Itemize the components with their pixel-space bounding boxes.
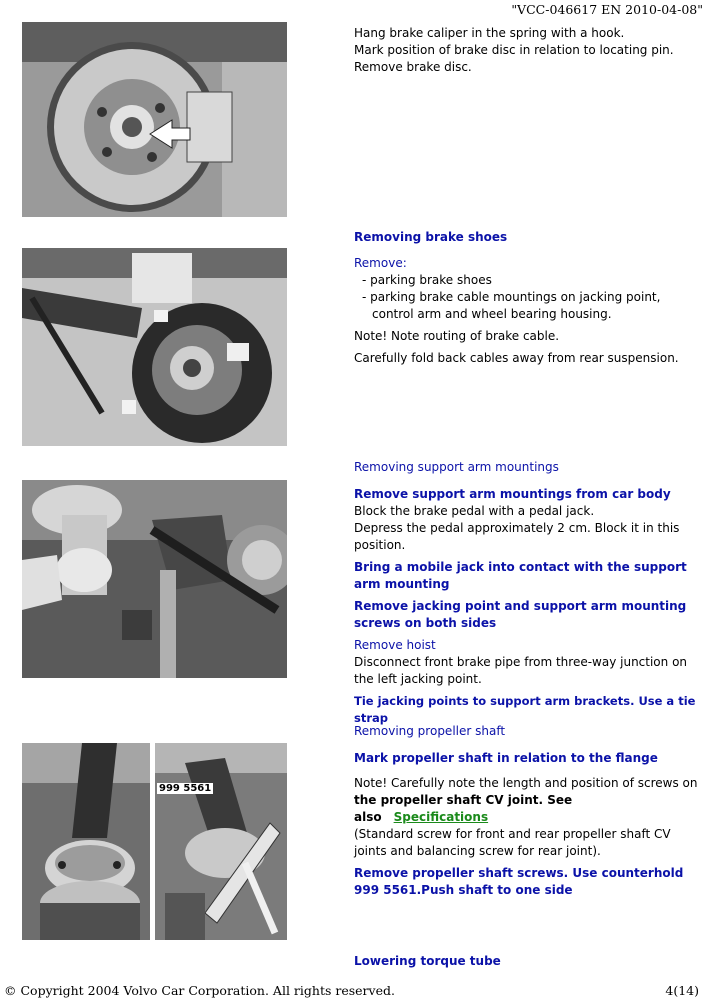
remove-label: Remove:: [354, 256, 407, 270]
counterhold-tool-photo: [155, 743, 287, 940]
support-arm-photo: [22, 480, 287, 678]
note-text: (Standard screw for front and rear propeller shaft CV joints and balancing screw for rear joint).: [354, 827, 671, 858]
body-text: Depress the pedal approximately 2 cm. Block it in this position.: [354, 521, 680, 552]
page-number: 4(14): [665, 983, 699, 998]
text-line: Remove brake disc.: [354, 60, 472, 74]
text-line: Mark position of brake disc in relation to locating pin.: [354, 43, 674, 57]
list-item: - parking brake cable mountings on jacking point, control arm and wheel bearing housing.: [362, 290, 661, 321]
section-heading-torque-tube: Lowering torque tube: [354, 954, 501, 968]
step-title: Remove hoist: [354, 638, 436, 652]
brake-shoes-photo: [22, 248, 287, 446]
note-text: Note! Carefully note the length and position of screws on: [354, 776, 698, 790]
note-text: Note! Note routing of brake cable.: [354, 329, 560, 343]
section-heading: Removing support arm mountings: [354, 460, 559, 474]
text-line: Hang brake caliper in the spring with a hook.: [354, 26, 625, 40]
step-title: Remove jacking point and support arm mounting screws on both sides: [354, 599, 687, 630]
document-id: "VCC-046617 EN 2010-04-08": [511, 2, 703, 17]
brake-disc-photo: [22, 22, 287, 217]
body-text: Carefully fold back cables away from rear suspension.: [354, 351, 679, 365]
step-title: Tie jacking points to support arm brackets. Use a tie strap: [354, 694, 696, 725]
step-title: Mark propeller shaft in relation to the flange: [354, 751, 658, 765]
specifications-link[interactable]: Specifications: [393, 810, 489, 824]
section-brake-shoes: [354, 229, 699, 372]
copyright: © Copyright 2004 Volvo Car Corporation. All rights reserved.: [4, 983, 395, 998]
section-support-arm: [354, 459, 699, 732]
step-title: Bring a mobile jack into contact with the support arm mounting: [354, 560, 687, 591]
tool-number-label: 999 5561: [159, 783, 212, 794]
propeller-shaft-photo: [22, 743, 150, 940]
section-heading: Removing propeller shaft: [354, 724, 506, 738]
body-text: Disconnect front brake pipe from three-way junction on the left jacking point.: [354, 655, 688, 686]
note-text: the propeller shaft CV joint. See also: [354, 793, 573, 824]
list-item: - parking brake shoes: [362, 273, 492, 287]
section-heading: Removing brake shoes: [354, 230, 508, 244]
step-title: Remove propeller shaft screws. Use counterhold 999 5561.Push shaft to one side: [354, 866, 684, 897]
section-caliper-text: [354, 25, 699, 76]
section-propeller-shaft: [354, 723, 699, 904]
body-text: Block the brake pedal with a pedal jack.: [354, 504, 595, 518]
step-title: Remove support arm mountings from car body: [354, 487, 671, 501]
